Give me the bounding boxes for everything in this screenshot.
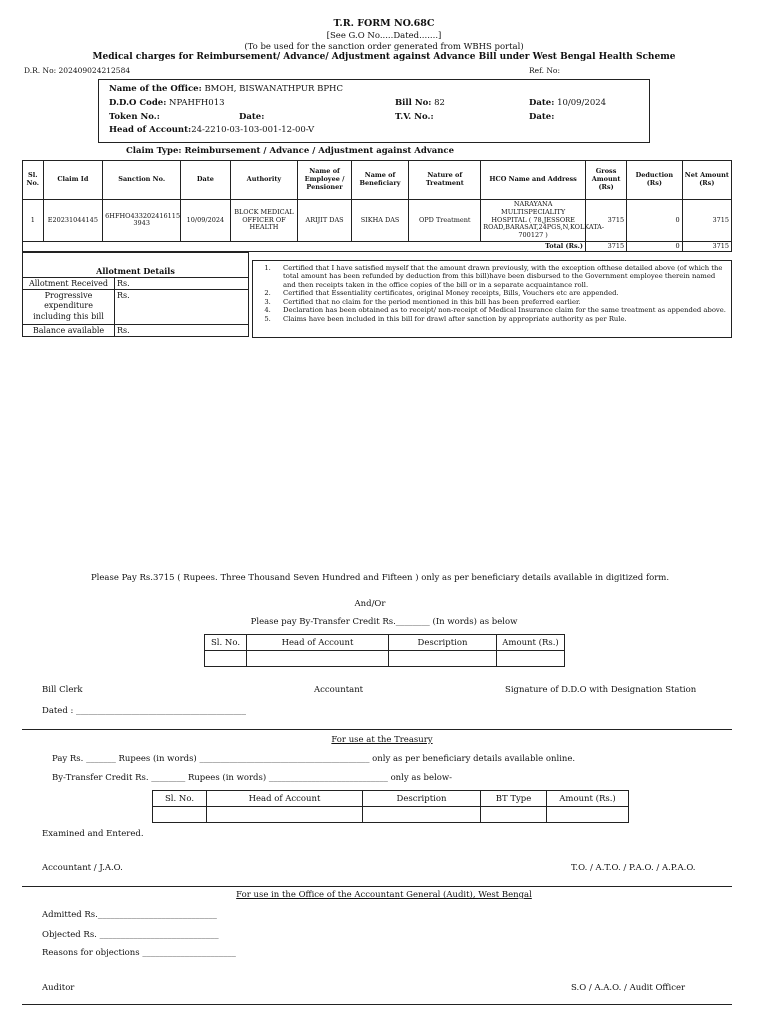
dated-line: Dated : ________________________________________ bbox=[42, 706, 247, 716]
col-employee: Name of Employee / Pensioner bbox=[298, 161, 351, 200]
col-sanction-no: Sanction No. bbox=[103, 161, 181, 200]
bill-date: Date: 10/09/2024 bbox=[529, 98, 607, 108]
form-subtitle: Medical charges for Reimbursement/ Advance/ Adjustment against Advance Bill under West Bengal Health Scheme bbox=[92, 52, 676, 62]
col-amount: Amount (Rs.) bbox=[547, 791, 629, 807]
col-sl-no: Sl. No. bbox=[153, 791, 207, 807]
treasury-title: For use at the Treasury bbox=[331, 735, 433, 745]
col-description: Description bbox=[389, 635, 497, 651]
certificate-item: 3. Certified that no claim for the period mentioned in this bill has been preferred earlier. bbox=[273, 298, 727, 306]
col-bt-type: BT Type bbox=[481, 791, 547, 807]
col-hco: HCO Name and Address bbox=[481, 161, 586, 200]
cell-treatment: OPD Treatment bbox=[409, 200, 481, 242]
divider bbox=[22, 1004, 732, 1005]
table-row bbox=[23, 200, 732, 242]
certificate-item: 5. Claims have been included in this bill for drawl after sanction by appropriate authority as per Rule. bbox=[273, 315, 727, 323]
allotment-details-table bbox=[22, 252, 249, 337]
office-details-box bbox=[98, 79, 650, 143]
bill-number: Bill No: 82 bbox=[395, 98, 445, 108]
cell-date: 10/09/2024 bbox=[181, 200, 230, 242]
total-net: 3715 bbox=[682, 241, 731, 251]
go-reference: [See G.O No.....Dated.......] bbox=[326, 31, 442, 41]
accountant-jao: Accountant / J.A.O. bbox=[42, 863, 123, 873]
progressive-expenditure-value: Rs. bbox=[115, 290, 249, 325]
accountant: Accountant bbox=[314, 685, 364, 695]
total-label: Total (Rs.) bbox=[23, 241, 586, 251]
table-row bbox=[205, 651, 565, 667]
claims-table bbox=[22, 160, 732, 252]
col-sl-no: Sl. No. bbox=[23, 161, 44, 200]
dr-number: D.R. No: 202409024212584 bbox=[24, 66, 131, 75]
objected-line: Objected Rs. ____________________________ bbox=[42, 930, 219, 940]
cell-sl-no: 1 bbox=[23, 200, 44, 242]
allotment-received-label: Allotment Received bbox=[23, 278, 115, 290]
total-deduction: 0 bbox=[627, 241, 682, 251]
admitted-line: Admitted Rs.____________________________ bbox=[42, 910, 217, 920]
token-number: Token No.: bbox=[109, 112, 160, 122]
balance-available-value: Rs. bbox=[115, 325, 249, 337]
treasury-table bbox=[152, 790, 629, 823]
and-or: And/Or bbox=[354, 599, 386, 609]
col-sl-no: Sl. No. bbox=[205, 635, 247, 651]
pay-instruction: Please Pay Rs.3715 ( Rupees. Three Thousand Seven Hundred and Fifteen ) only as per beneficiary details available in digitized form. bbox=[90, 573, 670, 583]
col-gross: Gross Amount (Rs) bbox=[586, 161, 627, 200]
balance-available-label: Balance available bbox=[23, 325, 115, 337]
col-head-of-account: Head of Account bbox=[207, 791, 363, 807]
progressive-expenditure-label: Progressive expenditure including this bill bbox=[23, 290, 115, 325]
tv-date: Date: bbox=[529, 112, 555, 122]
table-header-row bbox=[23, 161, 732, 200]
col-deduction: Deduction (Rs) bbox=[627, 161, 682, 200]
table-row bbox=[153, 807, 629, 823]
reasons-line: Reasons for objections ______________________ bbox=[42, 948, 236, 958]
treasury-pay-line: Pay Rs. _______ Rupees (in words) ________________________________________ only as per beneficiary details available online. bbox=[52, 754, 576, 764]
col-head-of-account: Head of Account bbox=[247, 635, 389, 651]
ddo-signature: Signature of D.D.O with Designation Station bbox=[505, 685, 697, 695]
col-beneficiary: Name of Beneficiary bbox=[351, 161, 409, 200]
certificate-item: 1. Certified that I have satisfied myself that the amount drawn previously, with the exception ofthese detailed above (of which the total amount has been refunded by deduction from this bill)have been disbursed to the Government employee therein named and then receipts taken in the office copies of the bill or in a separate acquaintance roll. bbox=[273, 264, 727, 289]
divider bbox=[22, 886, 732, 887]
total-gross: 3715 bbox=[586, 241, 627, 251]
certificate-item: 2. Certified that Essentiality certificates, original Money receipts, Bills, Vouchers etc are appended. bbox=[273, 289, 727, 297]
cell-deduction: 0 bbox=[627, 200, 682, 242]
col-net: Net Amount (Rs) bbox=[682, 161, 731, 200]
cell-net: 3715 bbox=[682, 200, 731, 242]
auditor: Auditor bbox=[42, 983, 75, 993]
office-name: Name of the Office: BMOH, BISWANATHPUR BPHC bbox=[109, 84, 343, 94]
tv-number: T.V. No.: bbox=[395, 112, 434, 122]
cell-employee: ARIJIT DAS bbox=[298, 200, 351, 242]
token-date: Date: bbox=[239, 112, 265, 122]
transfer-instruction: Please pay By-Transfer Credit Rs.________ (In words) as below bbox=[250, 617, 518, 627]
treasury-bt-line: By-Transfer Credit Rs. ________ Rupees (in words) ____________________________ only as below- bbox=[52, 773, 452, 783]
certification-box bbox=[252, 260, 732, 338]
transfer-credit-table bbox=[204, 634, 565, 667]
col-amount: Amount (Rs.) bbox=[497, 635, 565, 651]
claim-type: Claim Type: Reimbursement / Advance / Adjustment against Advance bbox=[126, 146, 455, 156]
form-title: T.R. FORM NO.68C bbox=[333, 18, 435, 29]
usage-note: (To be used for the sanction order generated from WBHS portal) bbox=[244, 42, 524, 52]
head-of-account: Head of Account:24-2210-03-103-001-12-00-V bbox=[109, 125, 315, 135]
col-claim-id: Claim Id bbox=[43, 161, 103, 200]
treasury-officer: T.O. / A.T.O. / P.A.O. / A.P.A.O. bbox=[571, 863, 696, 873]
total-row bbox=[23, 241, 732, 251]
certificate-item: 4. Declaration has been obtained as to receipt/ non-receipt of Medical Insurance claim for the same treatment as appended above. bbox=[273, 306, 727, 314]
col-treatment: Nature of Treatment bbox=[409, 161, 481, 200]
cell-sanction-no: 6HFHO433202416115 3943 bbox=[103, 200, 181, 242]
col-date: Date bbox=[181, 161, 230, 200]
cell-gross: 3715 bbox=[586, 200, 627, 242]
col-description: Description bbox=[363, 791, 481, 807]
col-authority: Authority bbox=[230, 161, 298, 200]
audit-officer: S.O / A.A.O. / Audit Officer bbox=[571, 983, 686, 993]
allotment-title: Allotment Details bbox=[23, 253, 249, 278]
ddo-code: D.D.O Code: NPAHFH013 bbox=[109, 98, 225, 108]
cell-beneficiary: SIKHA DAS bbox=[351, 200, 409, 242]
ag-title: For use in the Office of the Accountant General (Audit), West Bengal bbox=[236, 890, 532, 900]
cell-claim-id: E20231044145 bbox=[43, 200, 103, 242]
allotment-received-value: Rs. bbox=[115, 278, 249, 290]
cell-authority: BLOCK MEDICAL OFFICER OF HEALTH bbox=[230, 200, 298, 242]
examined-entered: Examined and Entered. bbox=[42, 829, 144, 839]
divider bbox=[22, 729, 732, 730]
cell-hco: NARAYANA MULTISPECIALITY HOSPITAL ( 78,JESSORE ROAD,BARASAT,24PGS,N,KOLKATA-700127 ) bbox=[481, 200, 586, 242]
ref-number: Ref. No: bbox=[529, 66, 560, 75]
bill-clerk: Bill Clerk bbox=[42, 685, 83, 695]
